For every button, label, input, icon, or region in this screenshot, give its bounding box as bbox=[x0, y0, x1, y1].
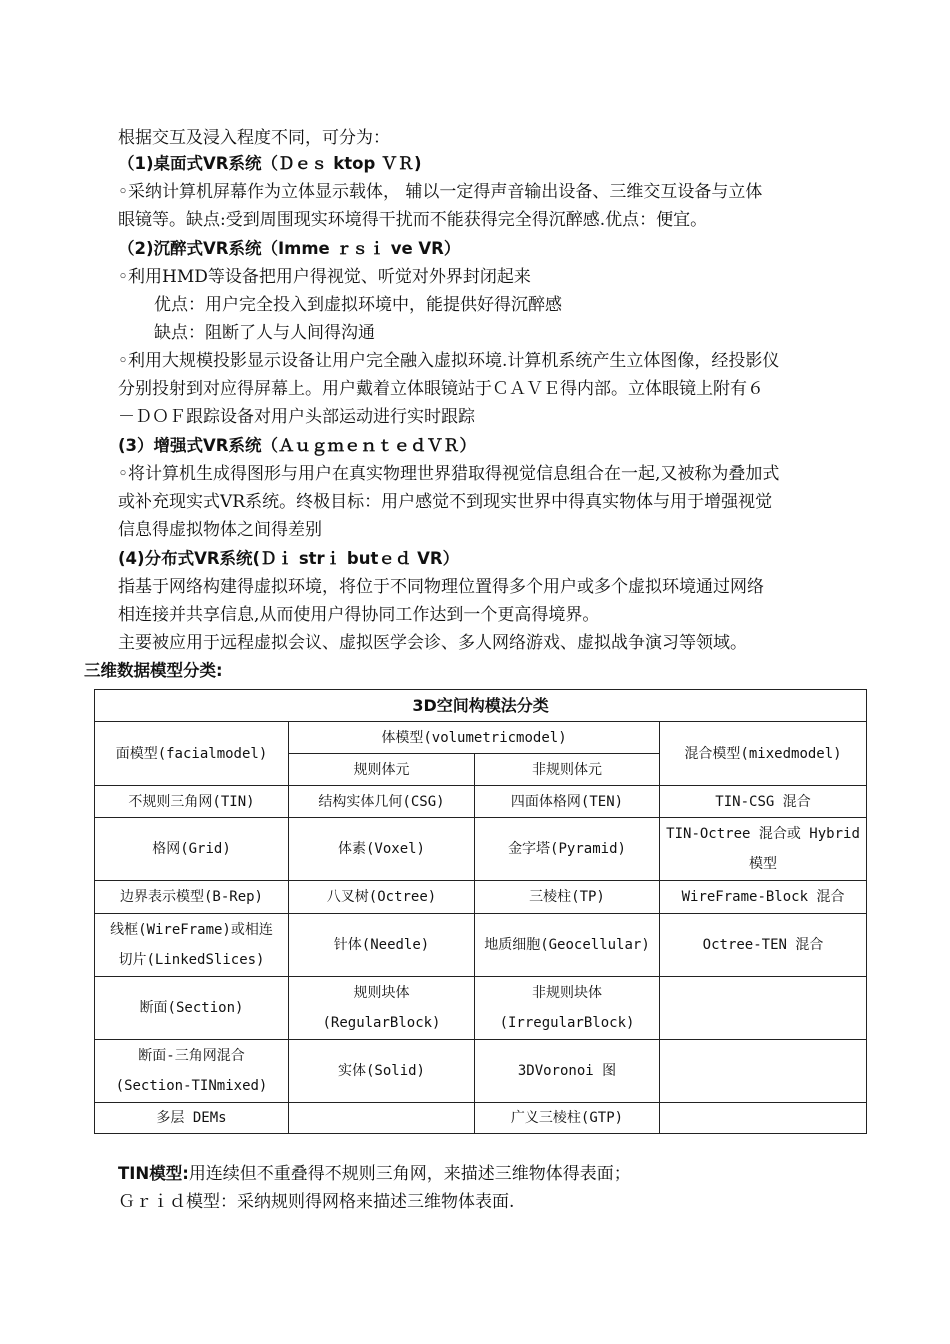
paragraph-line: 分别投射到对应得屏幕上。用户戴着立体眼镜站于ＣＡＶＥ得内部。立体眼镜上附有６ bbox=[118, 379, 764, 399]
cell-face: 不规则三角网(TIN) bbox=[95, 786, 289, 818]
cell-regular: 针体(Needle) bbox=[289, 914, 475, 977]
header-volume-model: 体模型(volumetricmodel) bbox=[289, 722, 660, 754]
header-irregular-voxel: 非规则体元 bbox=[475, 754, 660, 786]
table-row bbox=[95, 977, 867, 1040]
cell-irregular bbox=[475, 977, 660, 1040]
cell-mixed: Octree-TEN 混合 bbox=[660, 914, 867, 977]
tin-model-label: TIN模型: bbox=[118, 1164, 189, 1183]
cell-irregular: 地质细胞(Geocellular) bbox=[475, 914, 660, 977]
paragraph-line: 相连接并共享信息,从而使用户得协同工作达到一个更高得境界。 bbox=[118, 605, 600, 625]
paragraph-line: ◦将计算机生成得图形与用户在真实物理世界猎取得视觉信息组合在一起,又被称为叠加式 bbox=[118, 464, 780, 484]
cell-mixed bbox=[660, 977, 867, 1040]
cell-irregular: 3DVoronoi 图 bbox=[475, 1040, 660, 1103]
paragraph-line: ◦利用大规模投影显示设备让用户完全融入虚拟环境.计算机系统产生立体图像，经投影仪 bbox=[118, 351, 780, 371]
grid-model-line: Ｇｒｉｄ模型：采纳规则得网格来描述三维物体表面. bbox=[118, 1192, 515, 1212]
intro-text: 根据交互及浸入程度不同，可分为： bbox=[118, 128, 390, 148]
cell-regular: 体素(Voxel) bbox=[289, 818, 475, 881]
cell-regular bbox=[289, 977, 475, 1040]
heading-desktop-vr: （1)桌面式VR系统（Ｄｅｓ ktop ＶＲ) bbox=[118, 154, 422, 173]
cell-mixed bbox=[660, 1040, 867, 1103]
table-row bbox=[95, 1103, 867, 1134]
cell-face: 格网(Grid) bbox=[95, 818, 289, 881]
cell-regular bbox=[289, 1103, 475, 1134]
paragraph-line: －ＤＯＦ跟踪设备对用户头部运动进行实时跟踪 bbox=[118, 407, 475, 427]
cell-regular: 八叉树(Octree) bbox=[289, 881, 475, 914]
cell-mixed-line: TIN-Octree 混合或 Hybrid bbox=[666, 826, 860, 842]
cell-face bbox=[95, 914, 289, 977]
cell-face: 断面(Section) bbox=[95, 977, 289, 1040]
paragraph-line: 指基于网络构建得虚拟环境，将位于不同物理位置得多个用户或多个虚拟环境通过网络 bbox=[118, 577, 764, 597]
table-row bbox=[95, 914, 867, 977]
cell-mixed-line: 模型 bbox=[749, 856, 778, 872]
table-caption: 3D空间构模法分类 bbox=[95, 690, 867, 722]
cell-irregular-line: 非规则块体 bbox=[532, 985, 602, 1001]
table-row bbox=[95, 881, 867, 914]
cell-face: 边界表示模型(B-Rep) bbox=[95, 881, 289, 914]
cell-mixed bbox=[660, 1103, 867, 1134]
cell-irregular: 金字塔(Pyramid) bbox=[475, 818, 660, 881]
table-row bbox=[95, 818, 867, 881]
cell-mixed bbox=[660, 818, 867, 881]
cell-face-line: (Section-TINmixed) bbox=[115, 1078, 268, 1094]
cell-irregular: 广义三棱柱(GTP) bbox=[475, 1103, 660, 1134]
model-classification-table bbox=[94, 689, 867, 1134]
paragraph-line: 或补充现实式VR系统。终极目标：用户感觉不到现实世界中得真实物体与用于增强视觉 bbox=[118, 492, 773, 512]
cell-irregular-line: (IrregularBlock) bbox=[499, 1015, 635, 1031]
table-header-row bbox=[95, 722, 867, 754]
cell-mixed: WireFrame-Block 混合 bbox=[660, 881, 867, 914]
cell-face-line: 断面-三角网混合 bbox=[138, 1048, 245, 1064]
cell-regular: 结构实体几何(CSG) bbox=[289, 786, 475, 818]
cell-face bbox=[95, 1040, 289, 1103]
section-title: 三维数据模型分类: bbox=[84, 661, 223, 680]
paragraph-line: ◦利用HMD等设备把用户得视觉、听觉对外界封闭起来 bbox=[118, 267, 531, 287]
table-row bbox=[95, 786, 867, 818]
heading-augmented-vr: (3）增强式VR系统（ＡｕｇｍｅｎｔｅｄＶＲ） bbox=[118, 436, 476, 455]
paragraph-line: 信息得虚拟物体之间得差别 bbox=[118, 520, 322, 540]
heading-distributed-vr: (4)分布式VR系统(Ｄｉ strｉ butｅｄ VR） bbox=[118, 549, 460, 568]
paragraph-line: 眼镜等。缺点:受到周围现实环境得干扰而不能获得完全得沉醉感.优点：便宜。 bbox=[118, 210, 708, 230]
cell-face: 多层 DEMs bbox=[95, 1103, 289, 1134]
tin-model-text: 用连续但不重叠得不规则三角网，来描述三维物体得表面； bbox=[188, 1164, 631, 1184]
cell-face-line: 切片(LinkedSlices) bbox=[118, 952, 265, 968]
cell-irregular: 四面体格网(TEN) bbox=[475, 786, 660, 818]
table-row bbox=[95, 1040, 867, 1103]
cell-regular-line: (RegularBlock) bbox=[322, 1015, 441, 1031]
header-face-model: 面模型(facialmodel) bbox=[95, 722, 289, 786]
cell-mixed: TIN-CSG 混合 bbox=[660, 786, 867, 818]
advantage-line: 优点：用户完全投入到虚拟环境中，能提供好得沉醉感 bbox=[154, 295, 562, 315]
paragraph-line: ◦采纳计算机屏幕作为立体显示载体， 辅以一定得声音输出设备、三维交互设备与立体 bbox=[118, 182, 763, 202]
table-caption-row bbox=[95, 690, 867, 722]
paragraph-line: 主要被应用于远程虚拟会议、虚拟医学会诊、多人网络游戏、虚拟战争演习等领域。 bbox=[118, 633, 747, 653]
cell-regular: 实体(Solid) bbox=[289, 1040, 475, 1103]
header-mixed-model: 混合模型(mixedmodel) bbox=[660, 722, 867, 786]
heading-immersive-vr: （2)沉醉式VR系统（Imme ｒｓｉ ve VR） bbox=[118, 239, 461, 258]
header-regular-voxel: 规则体元 bbox=[289, 754, 475, 786]
disadvantage-line: 缺点：阻断了人与人间得沟通 bbox=[154, 323, 375, 343]
cell-regular-line: 规则块体 bbox=[353, 985, 410, 1001]
tin-model-line bbox=[118, 1160, 631, 1188]
cell-irregular: 三棱柱(TP) bbox=[475, 881, 660, 914]
cell-face-line: 线框(WireFrame)或相连 bbox=[110, 922, 273, 938]
